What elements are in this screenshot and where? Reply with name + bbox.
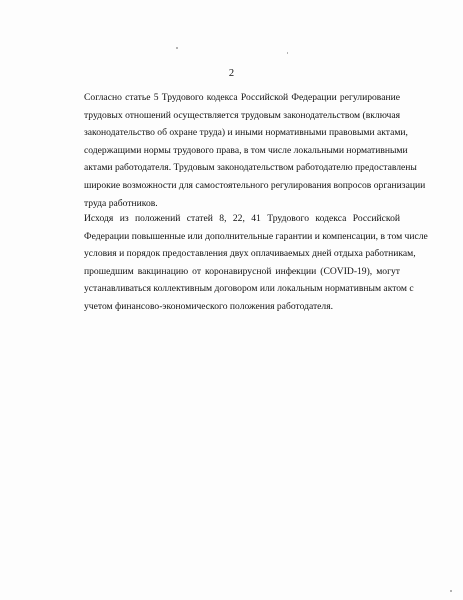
paragraph-line: законодательство об охране труда) и иными нормативными правовыми актами, bbox=[84, 127, 408, 139]
paragraph-line: содержащими нормы трудового права, в том числе локальными нормативными bbox=[84, 144, 408, 156]
paragraph-line: труда работников. bbox=[84, 197, 158, 209]
paragraph-line: актами работодателя. Трудовым законодательством работодателю предоставлены bbox=[84, 162, 417, 174]
paragraph-line: устанавливаться коллективным договором или локальным нормативным актом с bbox=[84, 283, 414, 295]
paragraph-line: условия и порядок предоставления двух оплачиваемых дней отдыха работникам, bbox=[84, 248, 416, 260]
scan-speck bbox=[450, 590, 452, 592]
paragraph-line: трудовых отношений осуществляется трудовым законодательством (включая bbox=[84, 109, 400, 121]
paragraph-line: Исходя из положений статей 8, 22, 41 Трудового кодекса Российской bbox=[84, 213, 400, 224]
paragraph-line: Федерации повышенные или дополнительные гарантии и компенсации, в том числе bbox=[84, 230, 428, 242]
paragraph-labor-regulation bbox=[84, 89, 426, 212]
paragraph-line: широкие возможности для самостоятельного регулирования вопросов организации bbox=[84, 179, 426, 191]
page-number: 2 bbox=[228, 68, 235, 79]
paragraph-line: Согласно статье 5 Трудового кодекса Российской Федерации регулирование bbox=[84, 92, 400, 103]
scan-speck bbox=[287, 52, 288, 54]
paragraph-vaccination-days-off bbox=[84, 210, 428, 316]
paragraph-line: учетом финансово-экономического положения работодателя. bbox=[84, 300, 334, 312]
scan-speck bbox=[176, 47, 178, 49]
paragraph-line: прошедшим вакцинацию от коронавирусной инфекции (COVID-19), могут bbox=[84, 265, 400, 277]
